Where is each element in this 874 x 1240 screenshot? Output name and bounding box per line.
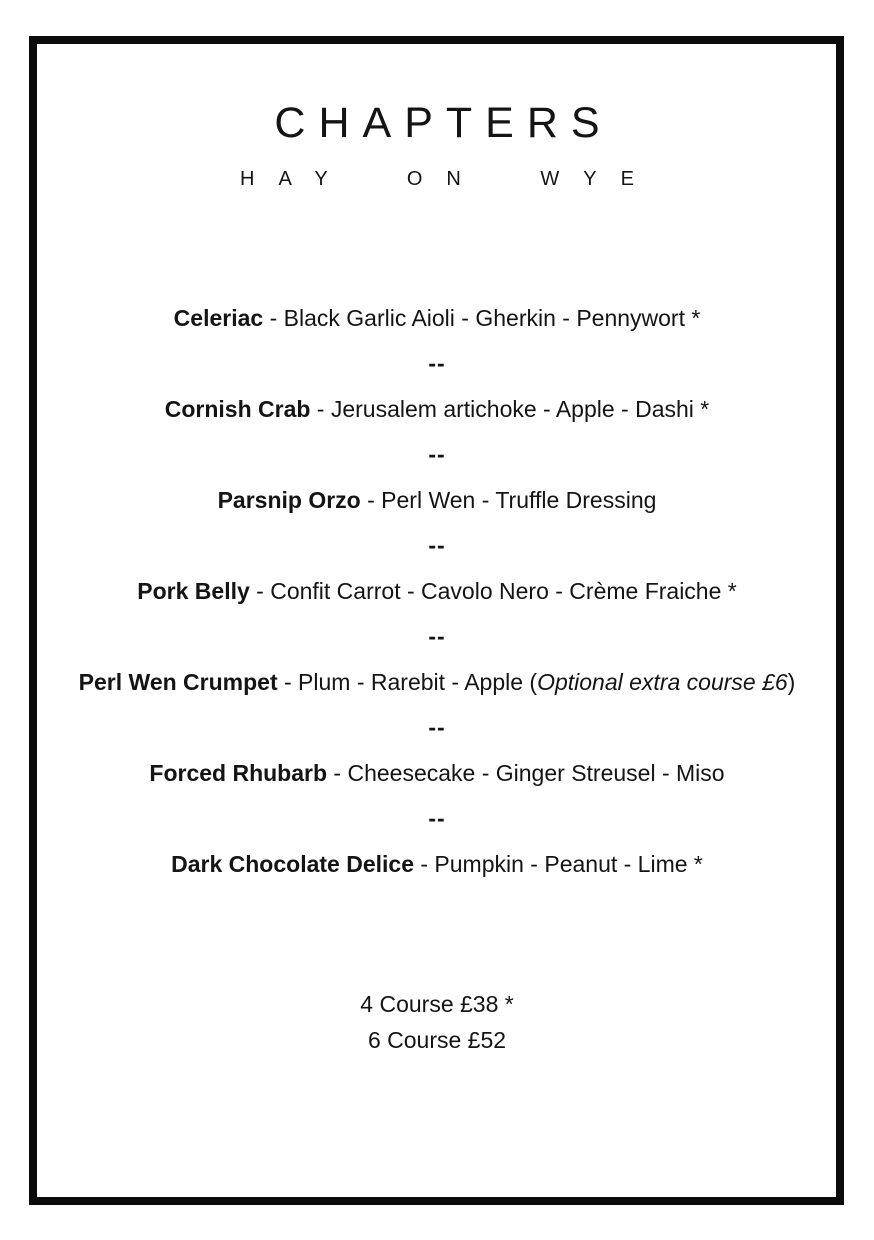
- dish-description: - Confit Carrot - Cavolo Nero - Crème Fraiche *: [249, 578, 737, 604]
- dish-name: Dark Chocolate Delice: [171, 851, 414, 877]
- dish-description-suffix: ): [787, 669, 796, 695]
- dish-name: Pork Belly: [137, 578, 250, 604]
- pricing-section: [0, 986, 874, 1058]
- menu-header: [0, 100, 874, 190]
- dish-description: - Black Garlic Aioli - Gherkin - Pennywort *: [263, 305, 701, 331]
- price-6-course: 6 Course £52: [367, 1027, 507, 1053]
- course-separator: --: [428, 441, 446, 467]
- price-4-course: 4 Course £38 *: [360, 991, 514, 1017]
- course-separator: --: [428, 805, 446, 831]
- course-separator: --: [428, 350, 446, 376]
- course-separator: --: [428, 532, 446, 558]
- dish-description: - Perl Wen - Truffle Dressing: [360, 487, 657, 513]
- menu-item-forced-rhubarb: [0, 758, 874, 788]
- menu-item-pork-belly: [0, 576, 874, 606]
- course-separator: --: [428, 623, 446, 649]
- dish-description: - Plum - Rarebit - Apple (: [277, 669, 538, 695]
- menu-item-celeriac: [0, 303, 874, 333]
- dish-name: Perl Wen Crumpet: [78, 669, 278, 695]
- menu-item-dark-chocolate-delice: [0, 849, 874, 879]
- menu-item-parsnip-orzo: [0, 485, 874, 515]
- dish-name: Parsnip Orzo: [217, 487, 361, 513]
- menu-course-list: [0, 303, 874, 879]
- course-separator: --: [428, 714, 446, 740]
- dish-description: - Cheesecake - Ginger Streusel - Miso: [327, 760, 725, 786]
- dish-optional-note: Optional extra course £6: [537, 669, 788, 695]
- menu-item-cornish-crab: [0, 394, 874, 424]
- dish-description: - Jerusalem artichoke - Apple - Dashi *: [310, 396, 710, 422]
- menu-item-perl-wen-crumpet: [0, 667, 874, 697]
- restaurant-title: CHAPTERS: [274, 99, 613, 147]
- dish-description: - Pumpkin - Peanut - Lime *: [413, 851, 703, 877]
- restaurant-location: HAY ON WYE: [240, 168, 658, 190]
- dish-name: Celeriac: [173, 305, 264, 331]
- dish-name: Forced Rhubarb: [149, 760, 328, 786]
- dish-name: Cornish Crab: [164, 396, 311, 422]
